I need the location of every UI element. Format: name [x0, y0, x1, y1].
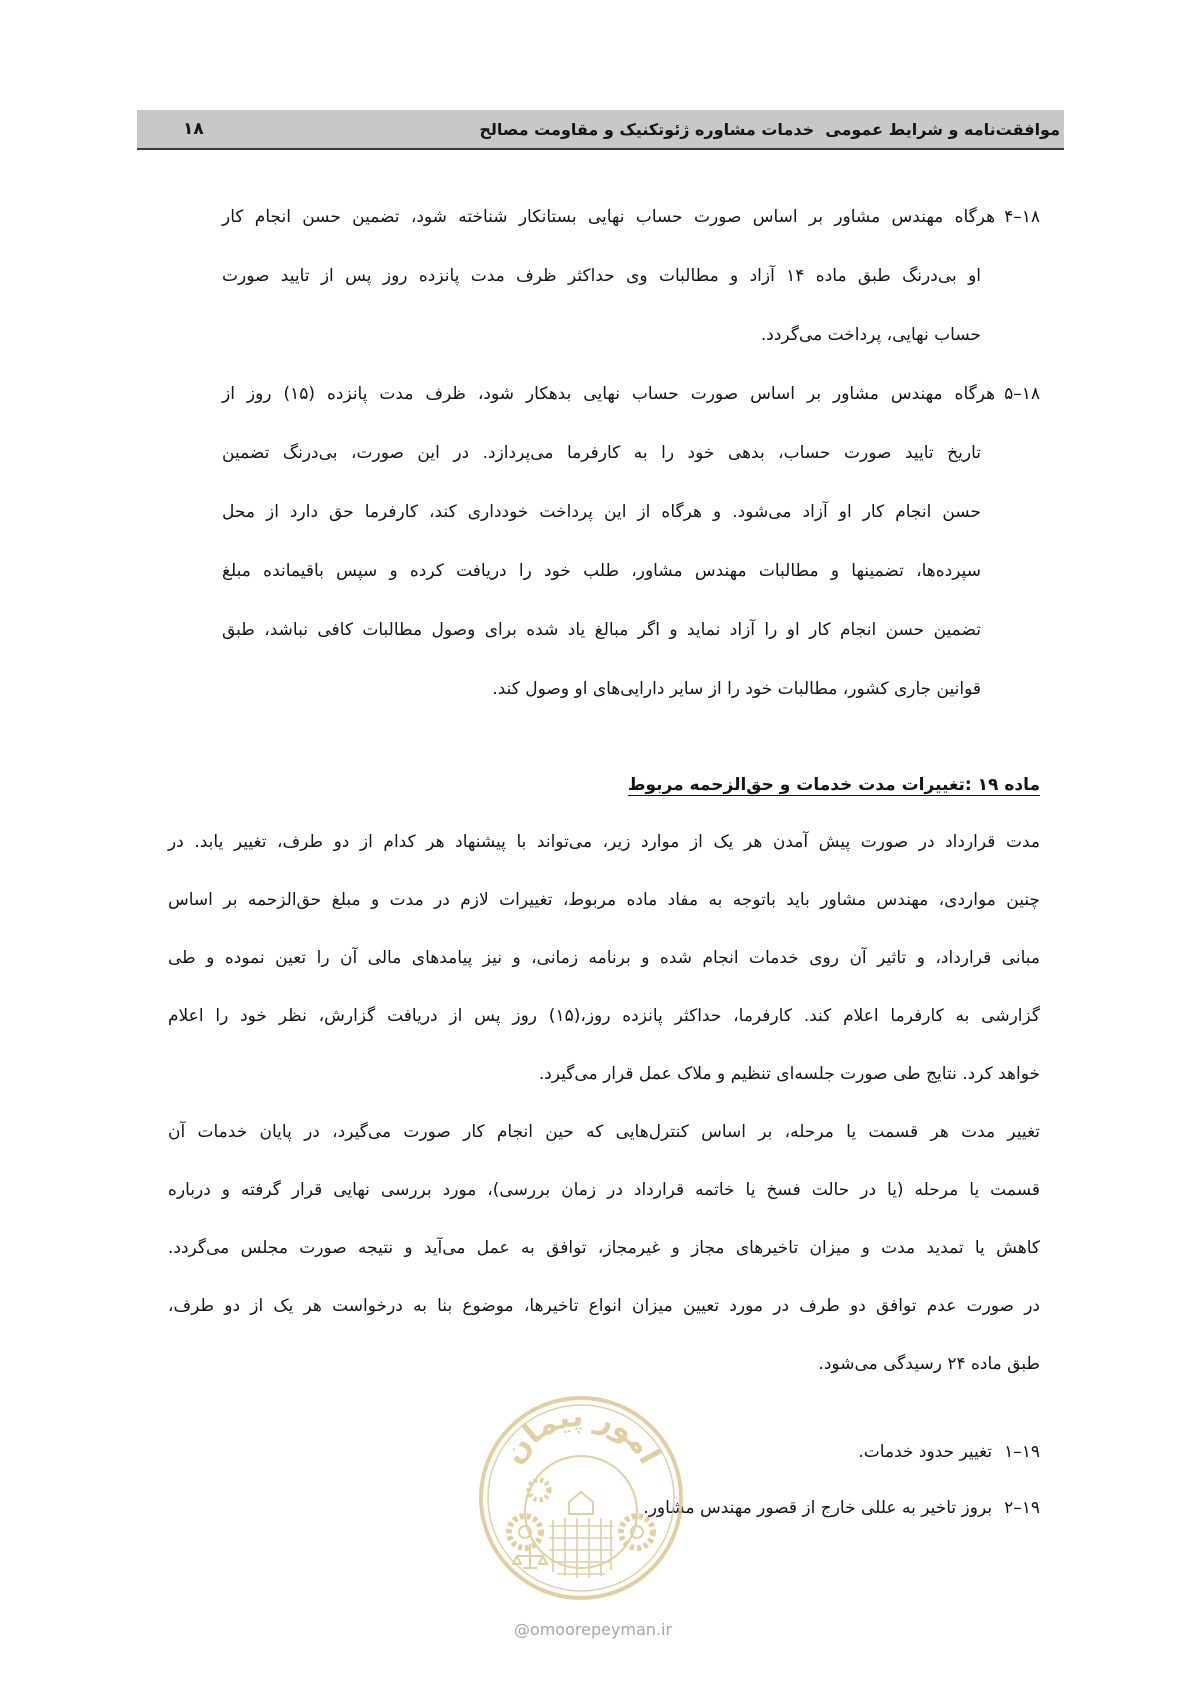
clause-18-4-line	[222, 188, 1040, 247]
clause-text: هرگاه مهندس مشاور بر اساس صورت حساب نهایی بدهکار شود، ظرف مدت پانزده (۱۵) روز از	[222, 384, 996, 404]
body-line: در صورت عدم توافق دو طرف در مورد تعیین میزان انواع تاخیرها، موضوع بنا به درخواست هر یک از دو طرف،	[168, 1296, 1040, 1316]
clause-18-5-line: تضمین حسن انجام کار او را آزاد نماید و اگر مبالغ یاد شده برای وصول مطالبات کافی نباشد، طبق	[222, 620, 981, 640]
body-line: مبانی قرارداد، و تاثیر آن روی خدمات انجام شده و برنامه زمانی، و نیز پیامدهای مالی آن را تعین نموده و طی	[168, 948, 1040, 968]
item-number: ۲–۱۹	[1004, 1498, 1040, 1518]
page-number: ۱۸	[183, 119, 204, 139]
item-number: ۱–۱۹	[1004, 1442, 1040, 1462]
article-19-body	[168, 813, 1040, 1393]
body-line: تغییر مدت هر قسمت یا مرحله، بر اساس کنترل‌هایی که حین انجام کار صورت می‌گیرد، در پایان خدمات آن	[168, 1122, 1040, 1142]
header-title: موافقت‌نامه و شرایط عمومی خدمات مشاوره ژئوتکنیک و مقاومت مصالح	[479, 119, 1060, 139]
clause-18-5-line	[222, 365, 1040, 424]
seal-logo-text: امور پیمان	[495, 1398, 667, 1471]
clause-18-5-line: تاریخ تایید صورت حساب، بدهی خود را به کارفرما می‌پردازد. در این صورت، بی‌درنگ تضمین	[222, 443, 981, 463]
body-line: گزارشی به کارفرما اعلام کند. کارفرما، حداکثر پانزده روز،(۱۵) روز پس از دریافت گزارش، نظر خود را اعلام	[168, 1006, 1040, 1026]
clause-18-5-line: حسن انجام کار او آزاد می‌شود. و هرگاه از این پرداخت خودداری کند، کارفرما حق دارد از محل	[222, 502, 981, 522]
article-19-items	[168, 1424, 1040, 1536]
body-line: چنین مواردی، مهندس مشاور باید باتوجه به مفاد ماده مربوط، تغییرات لازم در مدت و مبلغ حق‌الزحمه بر اساس	[168, 890, 1040, 910]
body-line: طبق ماده ۲۴ رسیدگی می‌شود.	[818, 1354, 1040, 1374]
list-item	[168, 1424, 1040, 1480]
clause-18-5-line: سپرده‌ها، تضمینها و مطالبات مهندس مشاور، طلب خود را دریافت کرده و سپس باقیمانده مبلغ	[222, 561, 981, 581]
list-item	[168, 1480, 1040, 1536]
item-text: بروز تاخیر به عللی خارج از قصور مهندس مشاور.	[643, 1498, 993, 1518]
item-text: تغییر حدود خدمات.	[858, 1442, 993, 1462]
running-header	[137, 110, 1064, 150]
clause-number: ۴–۱۸	[1004, 207, 1040, 227]
body-line: کاهش یا تمدید مدت و میزان تاخیرهای مجاز و غیرمجاز، توافق به عمل می‌آید و نتیجه صورت مجلس می‌گردد.	[168, 1238, 1040, 1258]
article-19-heading: ماده ۱۹ :تغییرات مدت خدمات و حق‌الزحمه مربوط	[627, 775, 1040, 795]
clause-18-5-line: قوانین جاری کشور، مطالبات خود را از سایر دارایی‌های او وصول کند.	[492, 679, 981, 699]
body-line: خواهد کرد. نتایج طی صورت جلسه‌ای تنظیم و ملاک عمل قرار می‌گیرد.	[538, 1064, 1040, 1084]
watermark-handle: @omoorepeyman.ir	[513, 1620, 673, 1639]
clause-number: ۵–۱۸	[1004, 384, 1040, 404]
clause-text: هرگاه مهندس مشاور بر اساس صورت حساب نهایی بستانکار شناخته شود، تضمین حسن انجام کار	[222, 207, 996, 227]
clause-18-4-line: حساب نهایی، پرداخت می‌گردد.	[760, 325, 981, 345]
body-line: مدت قرارداد در صورت پیش آمدن هر یک از موارد زیر، می‌تواند با پیشنهاد هر کدام از دو طرف، تغییر یابد. در	[168, 832, 1040, 852]
body-line: قسمت یا مرحله (یا در حالت فسخ یا خاتمه قرارداد در زمان بررسی)، مورد بررسی نهایی قرار گرفته و درباره	[168, 1180, 1040, 1200]
scales-icon	[513, 1544, 547, 1568]
clause-18-4-line: او بی‌درنگ طبق ماده ۱۴ آزاد و مطالبات وی حداکثر ظرف مدت پانزده روز پس از تایید صورت	[222, 266, 982, 286]
clauses-18	[222, 188, 1040, 719]
